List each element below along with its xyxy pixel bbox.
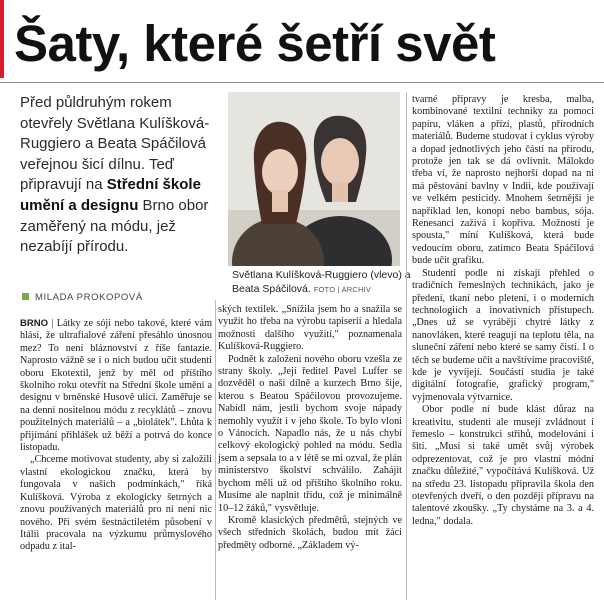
author-marker-icon: [22, 293, 29, 300]
lead-text-end: Brno obor zaměřený na módu, jež nezabíjí přírodu.: [20, 196, 209, 256]
body-paragraph: Studenti podle ní získají přehled o tradičních řemeslných technikách, jako je předení, tkaní nebo pletení, i o moderních technologiích a inovativních přístupech. „Dnes už se vyrábějí chytré látky z nanovláken, které reagují na teplotu těla, na sluneční záření nebo které se samy čistí. I o těch se budeme učit a navštívíme pracoviště, kde je vyvíjejí. Součástí studia je také digitální fotografie, grafický program," vyjmenovala výtvarnice.: [412, 267, 594, 403]
author-byline: [22, 292, 143, 303]
lead-text-start: Před půldruhým rokem otevřely Světlana Kulíšková-Ruggiero a Beata Spáčilová veřejnou šicí dílnu. Teď připravují na: [20, 94, 210, 194]
headline-rule: [0, 82, 604, 83]
headline-accent-bar: [0, 0, 4, 78]
photo-illustration: [228, 92, 400, 266]
body-paragraph: Podnět k založení nového oboru vzešla ze strany školy. „Její ředitel Pavel Luffer se dozvěděl o naší dílně a kurzech Brno šije, kterou s Beatou Spáčilovou provozujeme. Nabídl nám, jestli bychom svoje nápady nemohly využít i v jeho škole. To bylo vloni o Vánocích. Napadlo nás, že u nás chybí celkový ekologický pohled na módu. Sedla jsem a sepsala to a v létě se mi ozval, že plán ministerstvo školství schválilo. Zahájit bychom měli už od příštího školního roku. Musíme ale naplnit třídu, což je minimálně 10–12 žáků," vysvětluje.: [218, 353, 402, 514]
paragraph-text: | Látky ze sóji nebo takové, které vám hlásí, že ultrafialové záření přesáhlo únosnou mez? To není bláznovství z říše fantazie. Naprosto vážně se i o nich budou učit studenti oboru Ekotextil, jenž by měl od příštího školního roku otevřít na Střední škole umění a designu v brněnské Husově ulici. Zaměřuje se na denní nositelnou módu z recyklátů – znovu použitelných materiálů – a „biolátek". Lhůta k přijímání přihlášek už běží a potrvá do konce listopadu.: [20, 318, 212, 454]
body-paragraph: [20, 318, 212, 454]
body-paragraph: Kromě klasických předmětů, stejných ve všech středních školách, budou mít žáci předměty odborné. „Základem vý-: [218, 514, 402, 551]
body-paragraph: „Chceme motivovat studenty, aby si založili vlastní ekologickou značku, která by fungovala v našich podmínkách," říká Kulíšková. Výroba z ekologicky šetrných a znovu používaných materiálů pro ni není nic nového. Při svém šestnáctiletém působení v Itálii pracovala na výzkumu průmyslového odpadu z ital-: [20, 454, 212, 553]
lead-paragraph: [20, 93, 220, 258]
author-name: MILADA PROKOPOVÁ: [35, 292, 143, 303]
dateline: BRNO: [20, 318, 48, 329]
column-divider: [406, 92, 407, 600]
headline: Šaty, které šetří svět: [14, 15, 496, 72]
body-paragraph: ských textilek. „Snížila jsem ho a snažila se využít ho třeba na výrobu tapiserií a hledala možnosti dalšího využití," poznamenala Kulíšková-Ruggiero.: [218, 304, 402, 353]
article-column-1: [20, 318, 212, 554]
body-paragraph: tvarné přípravy je kresba, malba, kombinované textilní techniky za pomoci papíru, vláken a přízí, plastů, přírodních materiálů. Budeme studovat i cyklus výroby a dopad jednotlivých jeho částí na přírodu, protože jen tak se dá ovlivnit. Málokdo třeba ví, že naprosto nejhorší dopad na ni má pěstování bavlny v Indii, kde používají ve velkém pesticidy. Mnohem šetrnější je například len, konopí nebo bambus, sója. Renesanci zažívá i kopřiva. Možností je spousta," míní Kulíšková, která bude vedoucím oboru, zatímco Beata Spáčilová bude učit grafiku.: [412, 94, 594, 267]
article-photo: [228, 92, 400, 266]
body-paragraph: Obor podle ní bude klást důraz na kreativitu, studenti ale musejí zvládnout i řemeslo – konstrukci střihů, modelování i šití. „Musí si také umět svůj výrobek odprezentovat, což je pro vlastní módní značku důležité," vypočítává Kulíšková. Už na středu 23. listopadu připravila škola den otevřených dveří, o den později přípravu na talentové zkoušky. „Ty chystáme na 3. a 4. ledna," dodala.: [412, 404, 594, 527]
photo-caption: [232, 268, 412, 297]
caption-text: Světlana Kulíšková-Ruggiero (vlevo) a Beata Spáčilová.: [232, 269, 411, 295]
article-column-2: [218, 304, 402, 552]
lead-school-name: Střední škole umění a designu: [20, 176, 201, 214]
column-divider: [215, 300, 216, 600]
article-column-3: [412, 94, 594, 528]
photo-credit: FOTO | ARCHIV: [313, 285, 372, 294]
